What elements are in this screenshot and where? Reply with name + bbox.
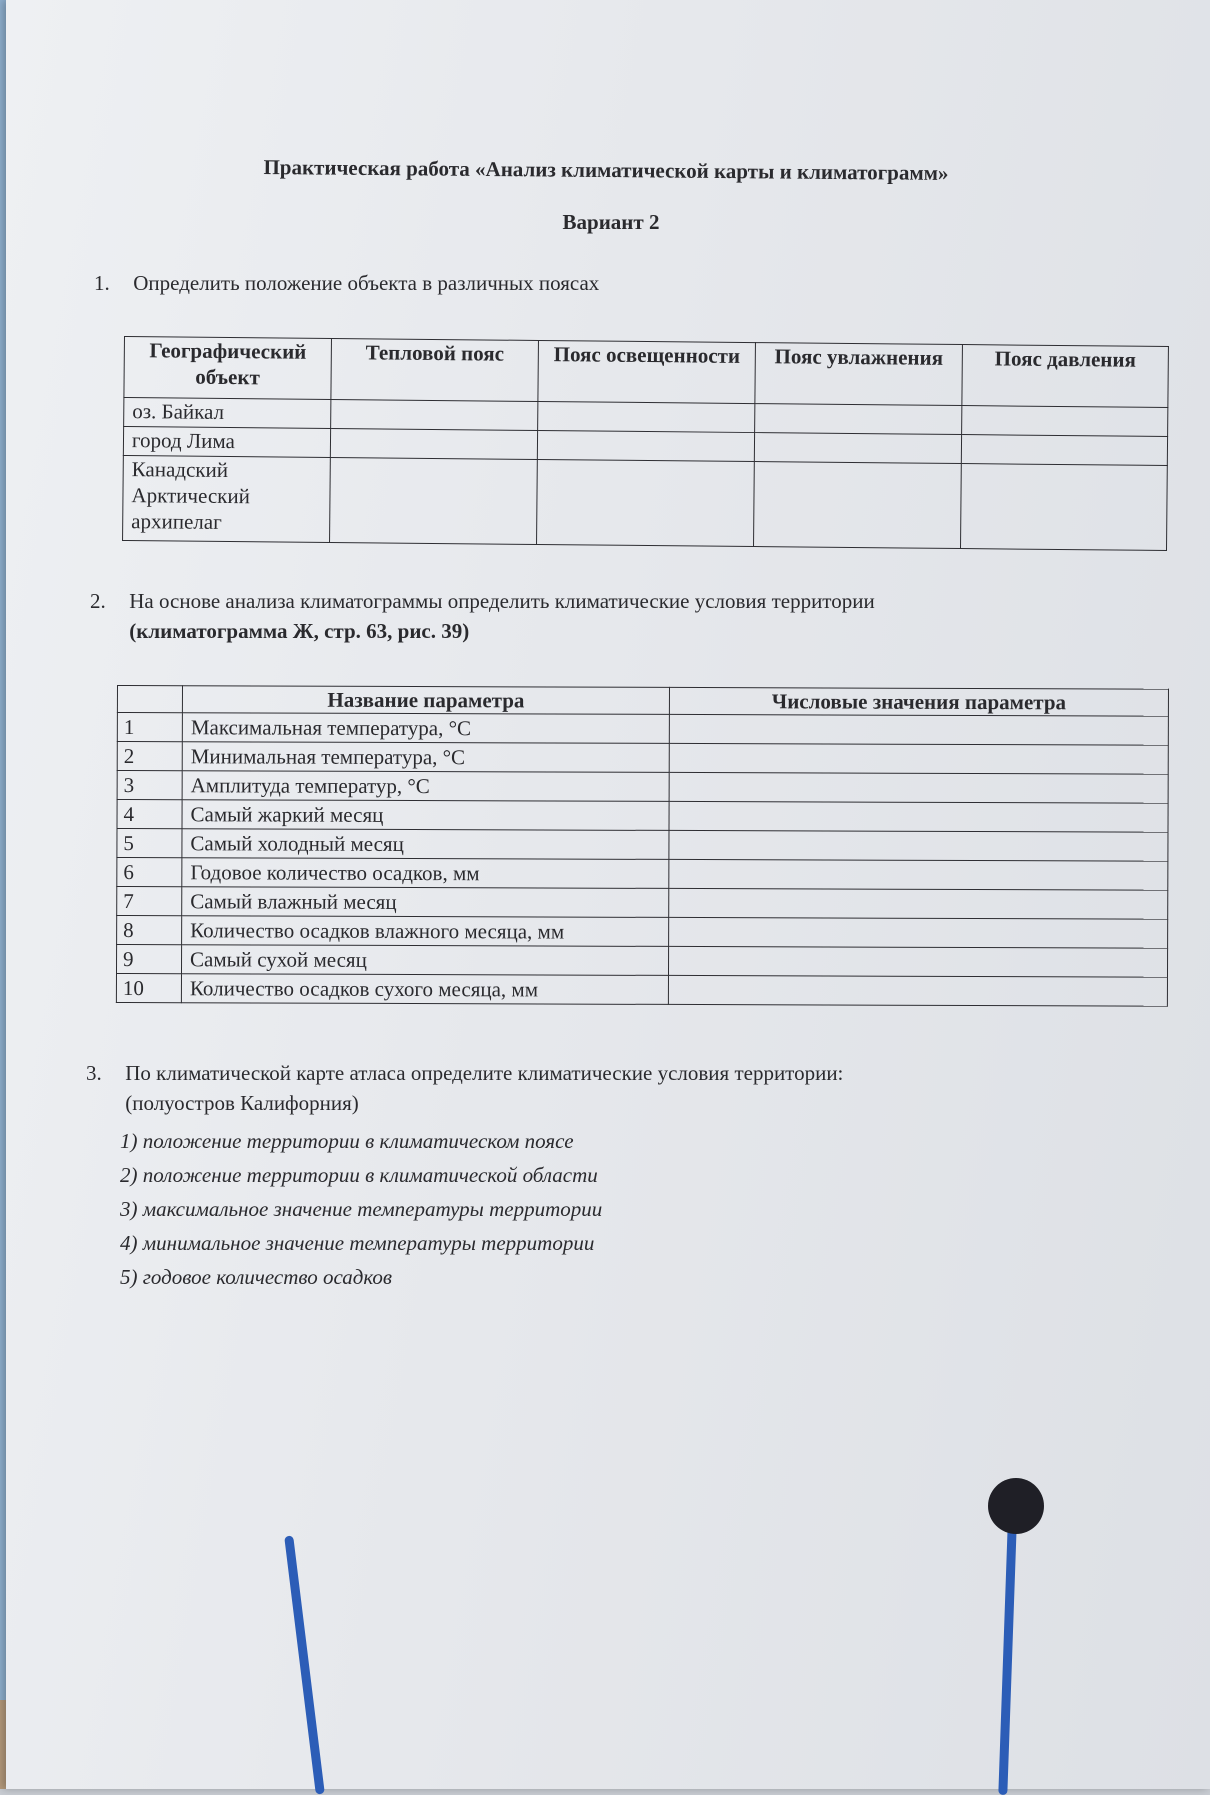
value-cell[interactable] <box>669 859 1168 890</box>
value-cell[interactable] <box>669 830 1168 861</box>
table-row <box>117 742 1168 775</box>
parameter-name: Минимальная температура, °С <box>182 742 669 773</box>
value-cell[interactable] <box>669 743 1168 774</box>
row-number: 9 <box>116 945 181 974</box>
answer-cell[interactable] <box>960 464 1167 551</box>
object-name: город Лима <box>123 427 330 458</box>
row-number: 1 <box>117 713 182 742</box>
task-3-item: 5) годовое количество осадков <box>120 1265 393 1289</box>
col-header-pressure: Пояс давления <box>962 345 1169 408</box>
table-row <box>117 916 1168 949</box>
task-1-heading <box>94 268 599 298</box>
answer-cell[interactable] <box>961 435 1167 466</box>
row-number: 4 <box>117 800 182 829</box>
task-3-item: 1) положение территории в климатическом поясе <box>120 1129 574 1153</box>
task-2-heading <box>90 586 1150 646</box>
answer-cell[interactable] <box>331 399 538 430</box>
task-3-item: 3) максимальное значение температуры территории <box>120 1197 603 1221</box>
col-header-illumination: Пояс освещенности <box>538 340 756 403</box>
answer-cell[interactable] <box>537 459 755 546</box>
value-cell[interactable] <box>669 917 1168 948</box>
answer-cell[interactable] <box>330 457 538 544</box>
table-row <box>117 771 1168 804</box>
parameter-name: Самый влажный месяц <box>182 887 669 918</box>
table-row <box>117 887 1168 920</box>
row-number: 5 <box>117 829 182 858</box>
col-header-number <box>117 686 182 713</box>
value-cell[interactable] <box>669 801 1168 832</box>
task-3-text: По климатической карте атласа определите климатические условия территории: <box>125 1061 844 1085</box>
answer-cell[interactable] <box>538 401 755 432</box>
answer-cell[interactable] <box>962 406 1168 437</box>
stand-knob <box>988 1478 1044 1534</box>
col-header-values: Числовые значения параметра <box>669 687 1168 716</box>
table-row <box>116 945 1167 978</box>
row-number: 10 <box>116 974 181 1003</box>
parameter-name: Количество осадков сухого месяца, мм <box>181 974 668 1005</box>
answer-cell[interactable] <box>330 428 537 459</box>
parameter-name: Самый жаркий месяц <box>182 800 669 831</box>
value-cell[interactable] <box>669 714 1168 745</box>
parameter-name: Годовое количество осадков, мм <box>182 858 669 889</box>
parameter-name: Максимальная температура, °С <box>182 713 669 744</box>
parameter-name: Самый сухой месяц <box>181 945 668 976</box>
table-row <box>117 713 1168 746</box>
object-name: оз. Байкал <box>124 398 331 429</box>
task-3-heading <box>86 1058 1166 1118</box>
task-2-subtext: (климатограмма Ж, стр. 63, рис. 39) <box>129 619 470 643</box>
table-row <box>117 858 1168 891</box>
parameter-name: Амплитуда температур, °С <box>182 771 669 802</box>
variant-label: Вариант 2 <box>562 210 660 234</box>
task-3-item: 2) положение территории в климатической области <box>120 1163 598 1187</box>
task-1-number: 1. <box>94 271 110 295</box>
page-title: Практическая работа «Анализ климатической карты и климатограмм» <box>263 155 949 185</box>
row-number: 2 <box>117 742 182 771</box>
task-3-subtext: (полуостров Калифорния) <box>125 1091 359 1115</box>
row-number: 8 <box>117 916 182 945</box>
value-cell[interactable] <box>669 772 1168 803</box>
row-number: 3 <box>117 771 182 800</box>
value-cell[interactable] <box>668 946 1167 977</box>
table-row <box>117 800 1168 833</box>
task-3-items <box>120 1124 602 1294</box>
value-cell[interactable] <box>668 975 1167 1006</box>
answer-cell[interactable] <box>537 430 754 461</box>
col-header-thermal: Тепловой пояс <box>331 338 539 401</box>
task-3-number: 3. <box>86 1061 102 1085</box>
row-number: 6 <box>117 858 182 887</box>
parameters-table <box>116 685 1169 1007</box>
task-3-item: 4) минимальное значение температуры территории <box>120 1231 595 1255</box>
answer-cell[interactable] <box>754 462 962 549</box>
table-row <box>117 829 1168 862</box>
col-header-object: Географический объект <box>124 337 332 400</box>
table-header-row <box>117 686 1168 717</box>
table-header-row <box>124 337 1169 408</box>
parameter-name: Самый холодный месяц <box>182 829 669 860</box>
col-header-parameter: Название параметра <box>182 686 669 715</box>
task-2-number: 2. <box>90 589 106 613</box>
task-1-text: Определить положение объекта в различных поясах <box>133 271 600 295</box>
row-number: 7 <box>117 887 182 916</box>
parameter-name: Количество осадков влажного месяца, мм <box>182 916 669 947</box>
task-2-text: На основе анализа климатограммы определить климатические условия территории <box>129 589 875 613</box>
value-cell[interactable] <box>669 888 1168 919</box>
table-row <box>116 974 1167 1007</box>
answer-cell[interactable] <box>755 404 962 435</box>
belts-table <box>122 336 1169 551</box>
table-row <box>123 455 1168 550</box>
col-header-moisture: Пояс увлажнения <box>755 343 963 406</box>
answer-cell[interactable] <box>754 433 961 464</box>
object-name: Канадский Арктический архипелаг <box>123 455 331 542</box>
